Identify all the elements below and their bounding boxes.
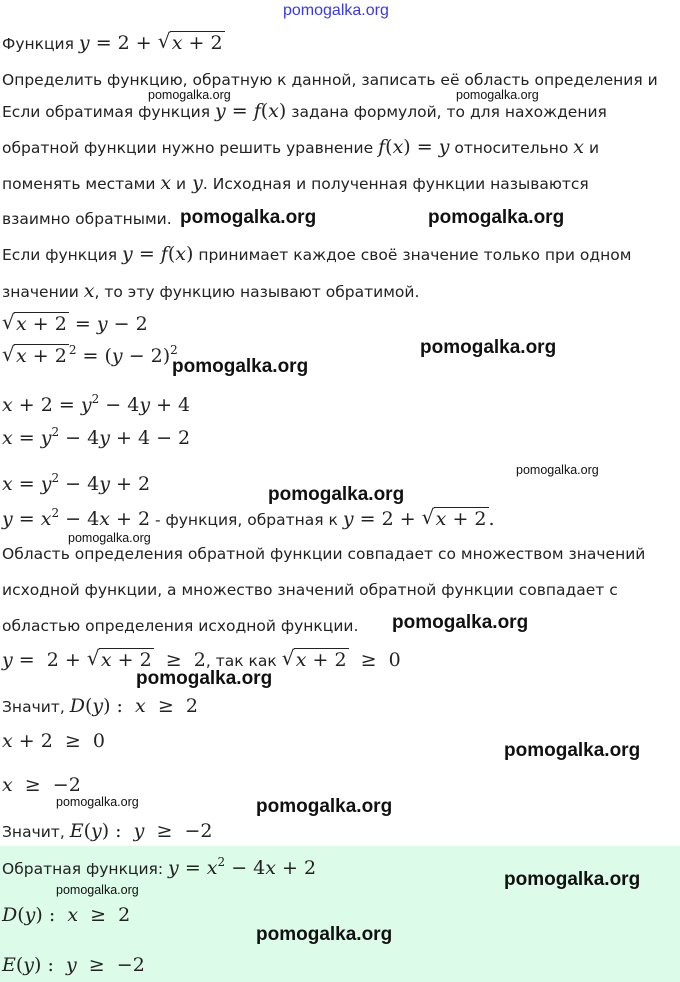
step-range-original: Значит, E(y) : y ≥ −2 <box>2 820 213 842</box>
watermark: pomogalka.org <box>56 795 139 809</box>
statement-prefix: Функция <box>2 35 74 53</box>
step-4: $x = y^2 - 4y + 4 - 2$ <box>2 425 191 449</box>
answer-domain: D(y) : x ≥ 2 <box>2 904 131 926</box>
step-6: $y = x^2 - 4x + 2$ - функция, обратная к y = 2 + √ x + 2 . <box>2 509 495 530</box>
domain-paragraph-3: областью определения исходной функции. <box>2 617 359 635</box>
watermark: pomogalka.org <box>283 2 389 19</box>
step-range: y = 2 + √ x + 2 ≥ 2, так как √ x + 2 ≥ 0 <box>2 650 401 671</box>
step-5: $x = y^2 - 4y + 2$ <box>2 471 151 495</box>
watermark: pomogalka.org <box>256 796 393 817</box>
statement-line <box>2 33 225 54</box>
watermark: pomogalka.org <box>256 924 393 945</box>
watermark: pomogalka.org <box>420 337 557 358</box>
watermark: pomogalka.org <box>504 740 641 761</box>
step-domain-original: Значит, D(y) : x ≥ 2 <box>2 695 198 717</box>
watermark: pomogalka.org <box>268 484 405 505</box>
answer-label: Обратная функция: <box>2 860 164 878</box>
step-3: $x + 2 = y^2 - 4y + 4$ <box>2 392 191 416</box>
step-ineq-1: x + 2 ≥ 0 <box>2 730 105 752</box>
watermark: pomogalka.org <box>428 207 565 228</box>
formula-y-fx: y = f(x) <box>214 100 287 122</box>
task-line: Определить функцию, обратную к данной, записать её область определения и <box>2 71 658 89</box>
theory-line-4: взаимно обратными. <box>2 210 172 228</box>
step-2: √ x + 2 $^2 = (y - 2)^2$ <box>2 346 178 366</box>
formula-function: y = 2 + √ x + 2 <box>79 32 225 54</box>
theory-line-2: обратной функции нужно решить уравнение f(x) = y относительно x и <box>2 136 600 158</box>
domain-paragraph-1: Область определения обратной функции совпадает со множеством значений <box>2 545 646 563</box>
formula-fx-y: f(x) = y <box>378 136 450 158</box>
theory-line-1: Если обратимая функция y = f(x) задана формулой, то для нахождения <box>2 100 607 122</box>
watermark: pomogalka.org <box>56 883 139 897</box>
answer-line: Обратная функция: $y = x^2 - 4x + 2$ <box>2 855 317 879</box>
answer-range: E(y) : y ≥ −2 <box>2 954 145 976</box>
watermark: pomogalka.org <box>456 88 539 102</box>
watermark: pomogalka.org <box>136 668 273 689</box>
watermark: pomogalka.org <box>68 531 151 545</box>
theory-line-3: поменять местами x и y. Исходная и полученная функции называются <box>2 172 589 194</box>
watermark: pomogalka.org <box>516 463 599 477</box>
watermark: pomogalka.org <box>148 88 231 102</box>
theory-line-5: Если функция y = f(x) принимает каждое своё значение только при одном <box>2 243 632 265</box>
watermark: pomogalka.org <box>172 356 309 377</box>
theory-line-6: значении x, то эту функцию называют обратимой. <box>2 280 420 302</box>
watermark: pomogalka.org <box>504 869 641 890</box>
watermark: pomogalka.org <box>392 612 529 633</box>
watermark: pomogalka.org <box>180 207 317 228</box>
step-1: √ x + 2 = y − 2 <box>2 314 148 334</box>
domain-paragraph-2: исходной функции, а множество значений обратной функции совпадает с <box>2 581 618 599</box>
step-ineq-2: x ≥ −2 <box>2 774 81 796</box>
